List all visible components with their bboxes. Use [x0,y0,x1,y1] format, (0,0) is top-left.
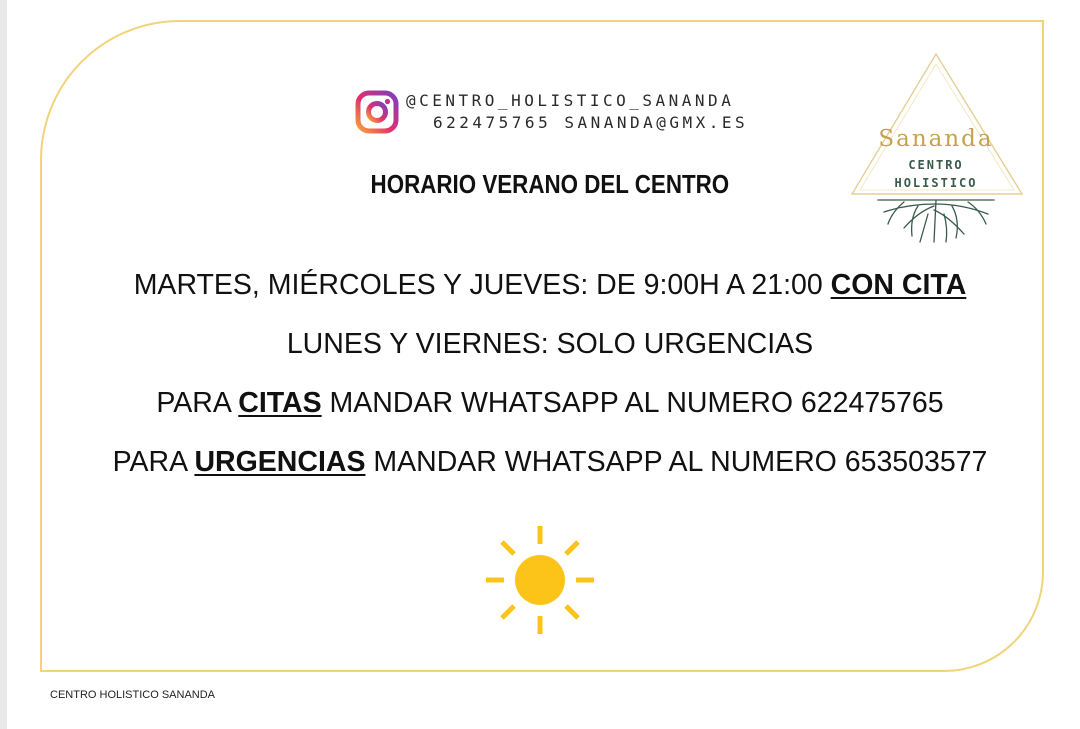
schedule-lines [0,262,1080,498]
logo-subtitle-1: CENTRO [908,158,964,172]
phone-email: 622475765 SANANDA@GMX.ES [433,113,749,132]
schedule-line-urgencies [0,439,1080,498]
footer-text: CENTRO HOLISTICO SANANDA [50,689,216,701]
sun-icon [484,524,596,636]
line-1-emphasis: CON CITA [830,269,967,301]
sananda-logo [848,46,1028,246]
instagram-icon [354,89,400,135]
line-4-emphasis: URGENCIAS [194,446,366,478]
line-3-post: MANDAR WHATSAPP AL NUMERO 622475765 [321,387,944,419]
logo-name: Sananda [878,126,994,152]
line-1-text: MARTES, MIÉRCOLES Y JUEVES: DE 9:00H A 21:00 [133,269,831,301]
contact-block [354,86,748,138]
logo-subtitle-2: HOLISTICO [894,176,978,190]
line-4-pre: PARA [112,446,195,478]
schedule-line-monday-friday [0,321,1080,380]
instagram-handle: @CENTRO_HOLISTICO_SANANDA [406,91,735,110]
contact-text [406,90,748,134]
schedule-line-appointments [0,380,1080,439]
line-3-emphasis: CITAS [238,387,322,419]
line-4-post: MANDAR WHATSAPP AL NUMERO 653503577 [365,446,988,478]
line-2-text: LUNES Y VIERNES: SOLO URGENCIAS [286,328,814,360]
page-title: HORARIO VERANO DEL CENTRO [370,169,730,199]
line-3-pre: PARA [156,387,239,419]
schedule-line-weekdays [0,262,1080,321]
